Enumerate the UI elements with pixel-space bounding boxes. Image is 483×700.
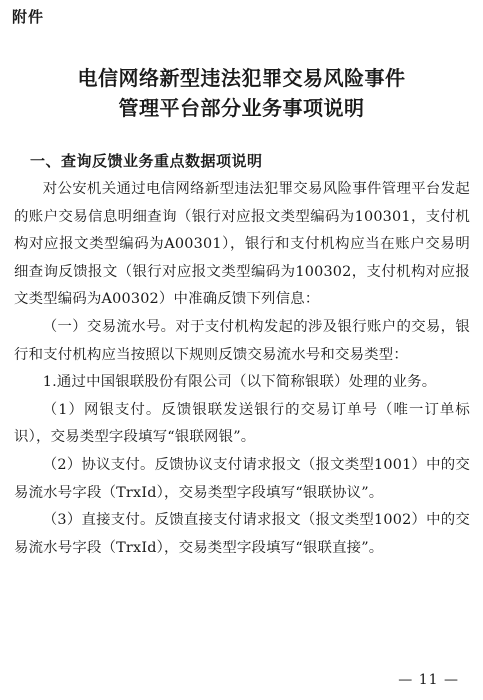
paragraph-intro: 对公安机关通过电信网络新型违法犯罪交易风险事件管理平台发起的账户交易信息明细查询（银行对应报文类型编码为100301，支付机构对应报文类型编码为A00301），银行和支付机构应当在账户交易明细查询反馈报文（银行对应报文类型编码为100302，支付机构对应报文类型编码为A00302）中准确反馈下列信息： [14, 181, 470, 308]
page-number: — 11 — [398, 672, 459, 688]
document-body [14, 176, 470, 562]
section-heading: 一、查询反馈业务重点数据项说明 [30, 152, 263, 170]
document-title-line1: 电信网络新型违法犯罪交易风险事件 [77, 66, 406, 90]
paragraph-direct-payment: （3）直接支付。反馈直接支付请求报文（报文类型1002）中的交易流水号字段（TrxId），交易类型字段填写“银联直接”。 [14, 512, 470, 556]
paragraph-subitem-1: 1.通过中国银联股份有限公司（以下简称银联）处理的业务。 [42, 374, 437, 391]
document-title-line2: 管理平台部分业务事项说明 [118, 96, 365, 120]
paragraph-item-1: （一）交易流水号。对于支付机构发起的涉及银行账户的交易，银行和支付机构应当按照以下规则反馈交易流水号和交易类型： [14, 318, 470, 363]
paragraph-online-banking: （1）网银支付。反馈银联发送银行的交易订单号（唯一订单标识），交易类型字段填写“银联网银”。 [14, 401, 470, 446]
paragraph-agreement-payment: （2）协议支付。反馈协议支付请求报文（报文类型1001）中的交易流水号字段（TrxId），交易类型字段填写“银联协议”。 [14, 456, 470, 501]
attachment-label: 附件 [12, 8, 45, 26]
